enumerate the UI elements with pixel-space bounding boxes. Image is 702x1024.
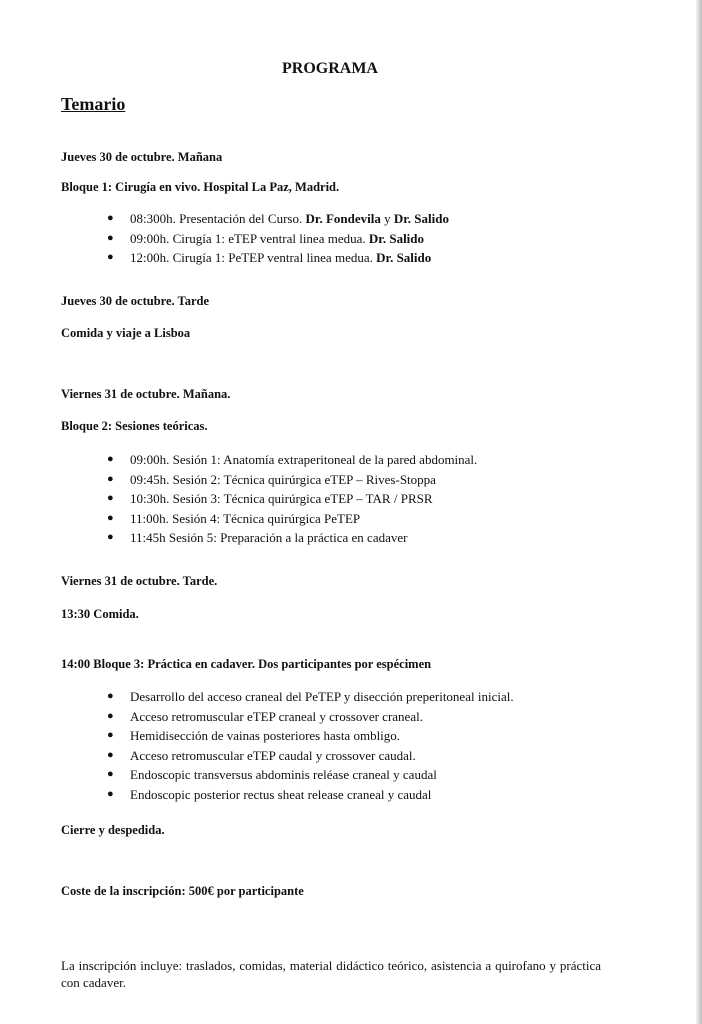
bullet-icon: ● xyxy=(107,729,114,741)
bullet-icon: ● xyxy=(107,231,114,244)
bullet-icon: ● xyxy=(107,511,114,524)
bullet-icon: ● xyxy=(107,768,114,780)
section-subtitle: Temario xyxy=(61,94,126,114)
bullet-icon: ● xyxy=(107,472,114,485)
closing-note: Cierre y despedida. xyxy=(61,823,165,837)
bullet-icon: ● xyxy=(107,251,114,263)
page-title: PROGRAMA xyxy=(282,60,378,77)
day1-morning-heading: Jueves 30 de octubre. Mañana xyxy=(61,150,223,164)
page-edge-shadow xyxy=(696,0,702,1024)
lunch-note: 13:30 Comida. xyxy=(61,607,139,621)
bullet-icon: ● xyxy=(107,690,114,702)
includes-paragraph: La inscripción incluye: traslados, comidas, material didáctico teórico, asistencia a quirofano y práctica con cadaver. xyxy=(61,958,601,990)
block3-heading: 14:00 Bloque 3: Práctica en cadaver. Dos participantes por espécimen xyxy=(61,657,432,671)
day2-afternoon-heading: Viernes 31 de octubre. Tarde. xyxy=(61,574,218,588)
bullet-icon: ● xyxy=(107,748,114,761)
block1-heading: Bloque 1: Cirugía en vivo. Hospital La Paz, Madrid. xyxy=(61,180,340,194)
travel-note: Comida y viaje a Lisboa xyxy=(61,326,191,340)
bullet-icon: ● xyxy=(107,212,114,224)
bullet-icon: ● xyxy=(107,709,114,722)
day1-afternoon-heading: Jueves 30 de octubre. Tarde xyxy=(61,294,210,308)
bullet-icon: ● xyxy=(107,531,114,543)
block2-heading: Bloque 2: Sesiones teóricas. xyxy=(61,419,208,433)
day2-morning-heading: Viernes 31 de octubre. Mañana. xyxy=(61,387,231,401)
bullet-icon: ● xyxy=(107,453,114,465)
cost-note: Coste de la inscripción: 500€ por participante xyxy=(61,884,304,898)
bullet-icon: ● xyxy=(107,787,114,800)
bullet-icon: ● xyxy=(107,492,114,504)
